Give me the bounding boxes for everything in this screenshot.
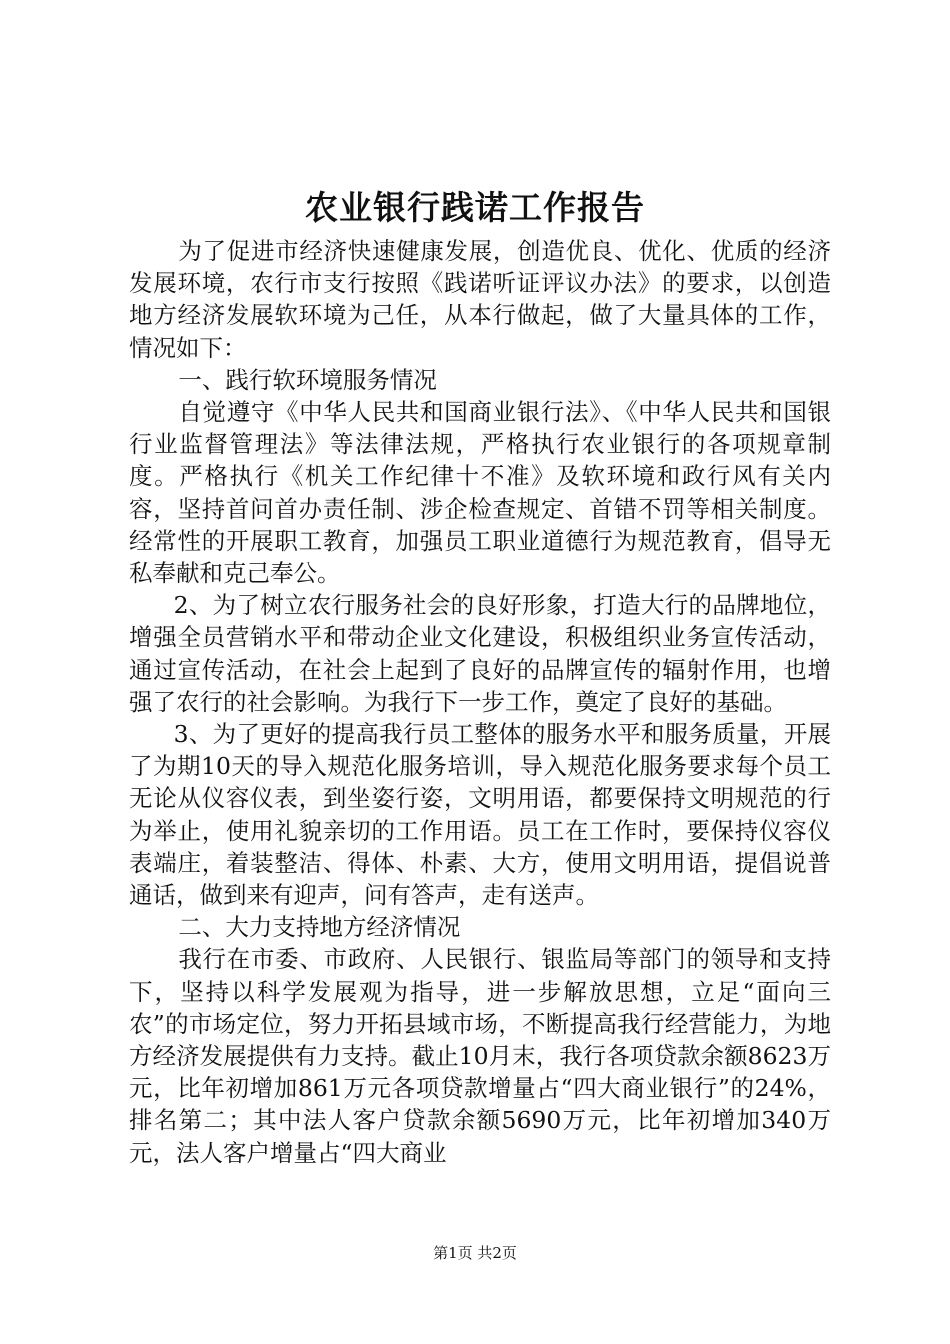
intro-paragraph: 为了促进市经济快速健康发展，创造优良、优化、优质的经济发展环境，农行市支行按照《践诺听证评议办法》的要求，以创造地方经济发展软环境为己任，从本行做起，做了大量具体的工作，情况如下： bbox=[129, 237, 831, 362]
document-title: 农业银行践诺工作报告 bbox=[305, 188, 645, 227]
document-body bbox=[129, 235, 831, 1169]
section-2-paragraph-1: 我行在市委、市政府、人民银行、银监局等部门的领导和支持下，坚持以科学发展观为指导，进一步解放思想，立足“面向三农”的市场定位，努力开拓县域市场，不断提高我行经营能力，为地方经济发展提供有力支持。截止10月末，我行各项贷款余额8623万元，比年初增加861万元各项贷款增量占“四大商业银行”的24%，排名第二；其中法人客户贷款余额5690万元，比年初增加340万元，法人客户增量占“四大商业 bbox=[129, 945, 831, 1167]
section-1-paragraph-3: 3、为了更好的提高我行员工整体的服务水平和服务质量，开展了为期10天的导入规范化服务培训，导入规范化服务要求每个员工无论从仪容仪表，到坐姿行姿，文明用语，都要保持文明规范的行为举止，使用礼貌亲切的工作用语。员工在工作时，要保持仪容仪表端庄，着装整洁、得体、朴素、大方，使用文明用语，提倡说普通话，做到来有迎声，问有答声，走有送声。 bbox=[129, 720, 831, 910]
section-1-paragraph-2: 2、为了树立农行服务社会的良好形象，打造大行的品牌地位，增强全员营销水平和带动企业文化建设，积极组织业务宣传活动，通过宣传活动，在社会上起到了良好的品牌宣传的辐射作用，也增强了农行的社会影响。为我行下一步工作，奠定了良好的基础。 bbox=[129, 591, 831, 716]
section-heading-1: 一、践行软环境服务情况 bbox=[178, 365, 437, 394]
page-footer: 第1页 共2页 bbox=[433, 1244, 517, 1262]
section-1-paragraph-1: 自觉遵守《中华人民共和国商业银行法》、《中华人民共和国银行业监督管理法》等法律法规，严格执行农业银行的各项规章制度。严格执行《机关工作纪律十不准》及软环境和政行风有关内容，坚持首问首办责任制、涉企检查规定、首错不罚等相关制度。经常性的开展职工教育，加强员工职业道德行为规范教育，倡导无私奉献和克己奉公。 bbox=[129, 398, 831, 588]
section-heading-2: 二、大力支持地方经济情况 bbox=[178, 913, 461, 942]
